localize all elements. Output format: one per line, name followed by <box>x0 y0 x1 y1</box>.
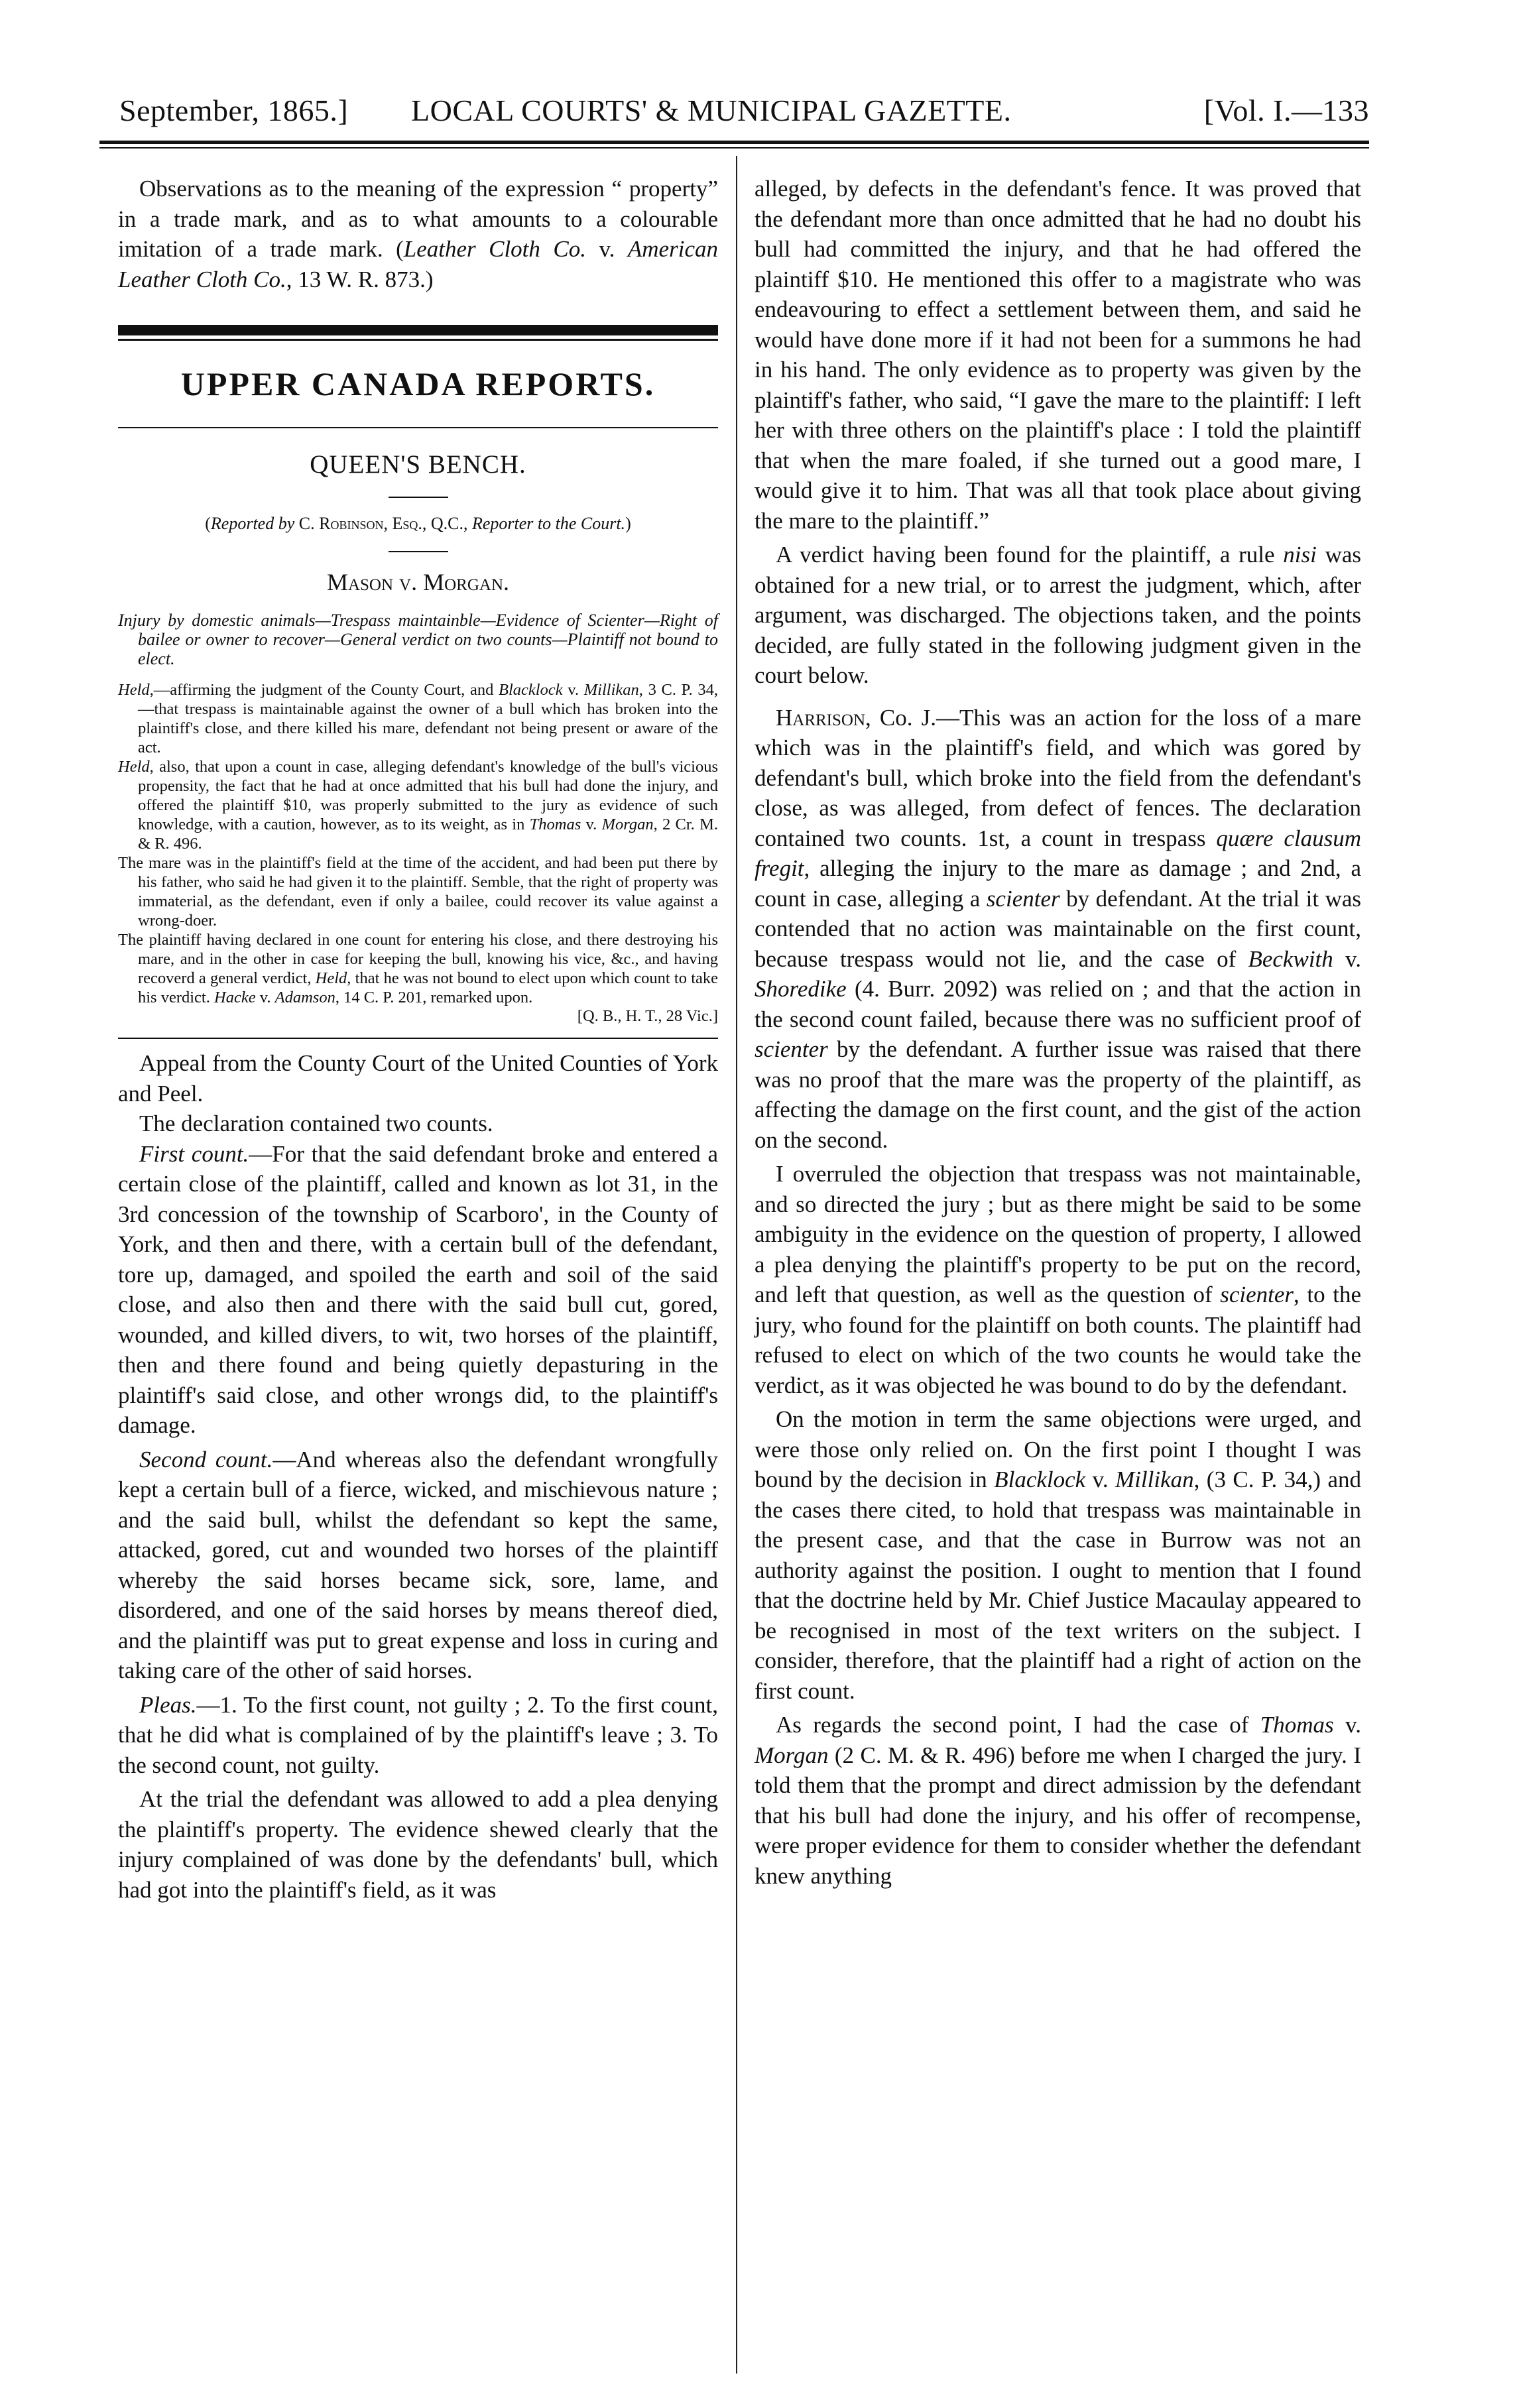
short-rule <box>389 497 448 498</box>
evidence-paragraph: alleged, by defects in the defendant's fence. It was proved that the defendant more than once admitted that he had no doubt his bull had committed the injury, and that he had offered the plaintiff $10. He mentioned this offer to a magistrate who was endeavouring to effect a settlement between them, and said he would have done more if it had not been for a summons he had in his hand. The only evidence as to property was given by the plaintiff's father, who said, “I gave the mare to the plaintiff: I left her with three others on the plaintiff's place : I told the plaintiff that when the mare foaled, if she turned out a good mare, I would give it to him. That was all that took place about giving the mare to the plaintiff.” <box>755 176 1361 534</box>
section-bar-thick <box>118 325 718 335</box>
pleas-paragraph: Pleas.—1. To the first count, not guilty ; 2. To the first count, that he did what is complained of by the plaintiff's leave ; 3. To the second count, not guilty. <box>118 1691 718 1778</box>
header-rule-thin <box>99 147 1369 149</box>
running-header <box>99 93 1369 139</box>
syllabus: Injury by domestic animals—Trespass maintainble—Evidence of Scienter—Right of bailee or owner to recover—General verdict on two counts—Plaintiff not bound to elect. <box>118 611 718 668</box>
header-date: September, 1865.] <box>119 93 349 127</box>
judgment-paragraph: Harrison, Co. J.—This was an action for the loss of a mare which was in the plaintiff's field, and which was gored by defendant's bull, which broke into the field from the defendant's close, as was alleged, from defect of fences. The declaration contained two counts. 1st, a count in trespass quære clausum fregit, alleging the injury to the mare as damage ; and 2nd, a count in case, alleging a scienter by defendant. At the trial it was contended that no action was maintainable on the first count, because trespass would not lie, and the case of Beckwith v. Shoredike (4. Burr. 2092) was relied on ; and that the action in the second count failed, because there was no sufficient proof of scienter by the defendant. A further issue was raised that there was no proof that the mare was the property of the plaintiff, as affecting the damage on the first count, and the gist of the action on the second. <box>755 704 1362 1153</box>
appeal-paragraph: Appeal from the County Court of the United Counties of York and Peel. <box>118 1050 718 1107</box>
case-citation: [Q. B., H. T., 28 Vic.] <box>577 1007 718 1025</box>
second-point-paragraph: As regards the second point, I had the case of Thomas v. Morgan (2 C. M. & R. 496) before me when I charged the jury. I told them that the prompt and direct admission by the defendant that his bull had done the injury, and his offer of recompense, were proper evidence for them to consider whether the defendant knew anything <box>755 1712 1362 1889</box>
abstract-rule <box>118 1038 718 1039</box>
first-count-paragraph: First count.—For that the said defendant broke and entered a certain close of the plaintiff, called and known as lot 31, in the 3rd concession of the township of Scarboro', in the County of York, and then and there, with a certain bull of the defendant, tore up, damaged, and spoiled the earth and soil of the said close, and also then and there with the said bull cut, gored, wounded, and killed divers, to wit, two horses of the plaintiff, then and there found and being quietly depasturing in the plaintiff's said close, and other wrongs did, to the plaintiff's damage. <box>118 1140 719 1438</box>
right-column <box>755 174 1361 1891</box>
section-title: UPPER CANADA REPORTS. <box>180 365 656 402</box>
mare-note: The mare was in the plaintiff's field at the time of the accident, and had been put there by his father, who said he had given it to the plaintiff. Semble, that the right of property was immaterial, as the defendant, even if only a bailee, could recover its value against a wrong-doer. <box>118 854 718 930</box>
case-name: Mason v. Morgan. <box>326 569 510 595</box>
short-rule <box>389 551 448 552</box>
observations-paragraph: Observations as to the meaning of the expression “ property” in a trade mark, and as to what amounts to a colourable imitation of a trade mark. (Leather Cloth Co. v. American Leather Cloth Co., 13 W. R. 873.) <box>118 176 718 292</box>
verdict-note: The plaintiff having declared in one count for entering his close, and there destroying his mare, and in the other in case for keeping the bull, knowing his vice, &c., and having recoverd a general verdict, Held, that he was not bound to elect upon which count to take his verdict. Hacke v. Adamson, 14 C. P. 201, remarked upon. <box>118 931 718 1006</box>
overruled-paragraph: I overruled the objection that trespass was not maintainable, and so directed the jury ; but as there might be said to be some ambiguity in the evidence on the question of property, I allowed a plea denying the plaintiff's property to be put on the record, and left that question, as well as the question of scienter, to the jury, who found for the plaintiff on both counts. The plaintiff had refused to elect on which of the two counts he would take the verdict, as it was objected he was bound to do by the defendant. <box>755 1161 1361 1398</box>
reporter-line: (Reported by C. Robinson, Esq., Q.C., Reporter to the Court.) <box>205 514 631 533</box>
header-title: LOCAL COURTS' & MUNICIPAL GAZETTE. <box>411 93 1012 127</box>
court-name: QUEEN'S BENCH. <box>310 450 526 479</box>
header-volume: [Vol. I.—133 <box>1203 93 1369 127</box>
title-rule <box>118 427 718 428</box>
motion-paragraph: On the motion in term the same objections were urged, and were those only relied on. On the first point I thought I was bound by the decision in Blacklock v. Millikan, (3 C. P. 34,) and the cases there cited, to hold that trespass was maintainable in the present case, and that the case in Burrow was not an authority against the position. I ought to mention that I found that the doctrine held by Mr. Chief Justice Macaulay appeared to be recognised in most of the text writers on the subject. I consider, therefore, that the plaintiff had a right of action on the first count. <box>755 1406 1362 1704</box>
column-divider <box>736 156 737 2374</box>
verdict-paragraph: A verdict having been found for the plaintiff, a rule nisi was obtained for a new trial, or to arrest the judgment, which, after argument, was discharged. The objections taken, and the points decided, are fully stated in the following judgment given in the court below. <box>755 542 1361 688</box>
held-note: Held,—affirming the judgment of the County Court, and Blacklock v. Millikan, 3 C. P. 34,—that trespass is maintainable against the owner of a bull which has broken into the plaintiff's close, and there killed his mare, defendant not being present or aware of the act. <box>118 681 718 756</box>
second-count-paragraph: Second count.—And whereas also the defendant wrongfully kept a certain bull of a fierce, wicked, and mischievous nature ; and the said bull, whilst the defendant so kept the same, attacked, gored, cut and wounded two horses of the plaintiff whereby the said horses became sick, sore, lame, and disordered, and one of the said horses by means thereof died, and the plaintiff was put to great expense and loss in curing and taking care of the other of said horses. <box>118 1446 719 1683</box>
declaration-paragraph: The declaration contained two counts. <box>139 1111 493 1136</box>
header-rule-thick <box>99 141 1369 144</box>
left-column <box>118 174 718 1905</box>
trial-paragraph: At the trial the defendant was allowed to add a plea denying the plaintiff's property. The evidence shewed clearly that the injury complained of was done by the defendants' bull, which had got into the plaintiff's field, as it was <box>118 1786 718 1903</box>
held-note: Held, also, that upon a count in case, alleging defendant's knowledge of the bull's vicious propensity, the fact that he had at once admitted that his bull had done the injury, and offered the plaintiff $10, was properly submitted to the jury as evidence of such knowledge, with a caution, however, as to its weight, as in Thomas v. Morgan, 2 Cr. M. & R. 496. <box>118 758 718 853</box>
section-bar-thin <box>118 339 718 341</box>
